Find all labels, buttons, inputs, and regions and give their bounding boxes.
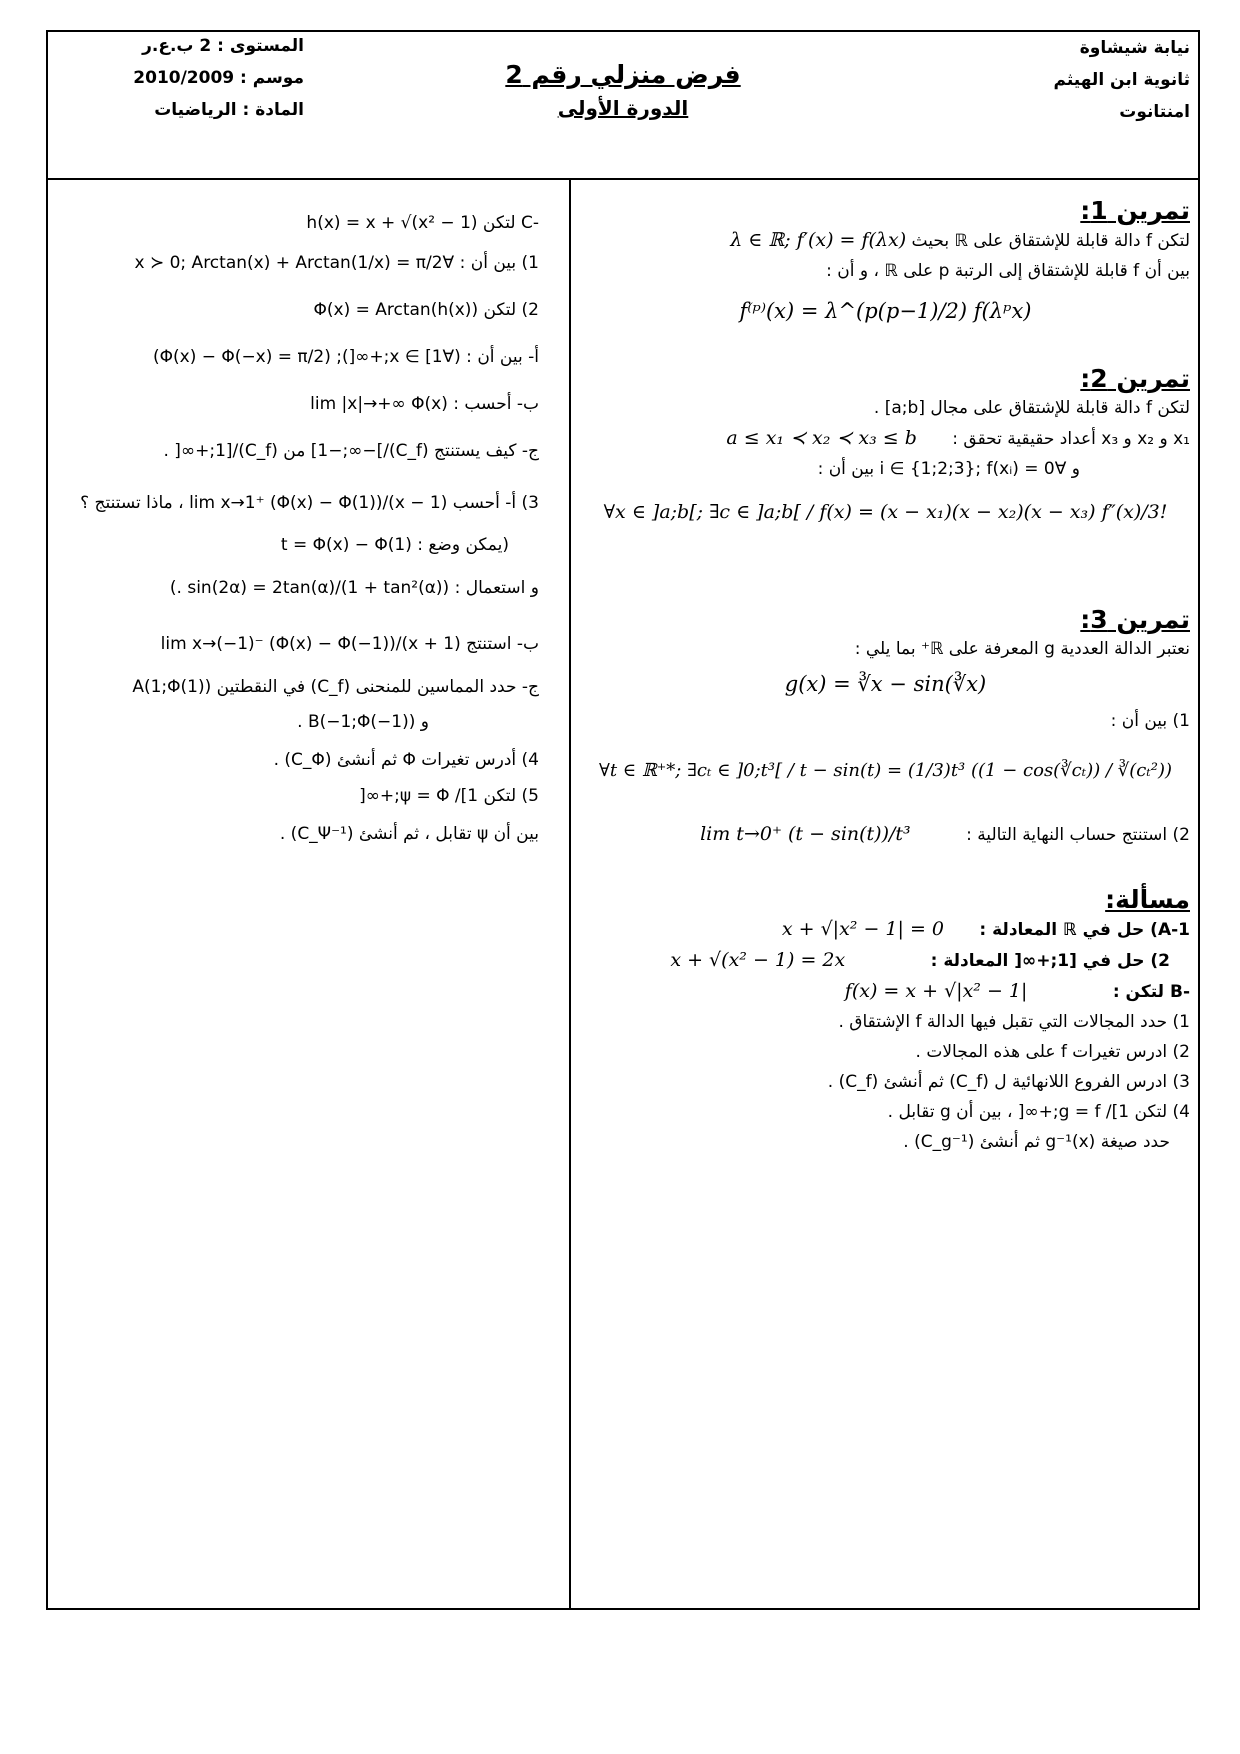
part-C-intro: -C لتكن h(x) = x + √(x² − 1) [306,213,539,233]
ex3-question-1: 1) بين أن : [1110,711,1190,731]
exercise-1-title: تمرين 1: [1080,196,1190,225]
exam-title: فرض منزلي رقم 2 [505,60,741,89]
ex2-roots-line: و ∀i ∈ {1;2;3}; f(xᵢ) = 0 بين أن : [817,459,1080,479]
exercise-2-title: تمرين 2: [1080,364,1190,393]
part-C-question-2b: ب- أحسب : lim |x|→+∞ Φ(x) [310,394,539,414]
ex1-question: بين أن f قابلة للإشتقاق إلى الرتبة p على ℝ ، و أن : [826,261,1190,281]
ex3-definition [581,664,1190,706]
subject-label: المادة : الرياضيات [154,100,304,120]
problem-B2: 2) ادرس تغيرات f على هذه المجالات . [915,1042,1190,1062]
part-C-hint-2: و استعمال : sin(2α) = 2tan(α)/(1 + tan²(α)) .) [169,578,539,598]
ex2-statement: لتكن f دالة قابلة للإشتقاق على مجال [a;b] . [873,398,1190,418]
right-column [571,180,1200,1609]
problem-A2-text: 2) حل في [1;+∞[ المعادلة : [930,951,1170,971]
exam-sheet [46,30,1200,1610]
ex2-condition-math: a ≤ x₁ ≺ x₂ ≺ x₃ ≤ b [726,427,917,449]
part-C-question-1: 1) بين أن : ∀x ≻ 0; Arctan(x) + Arctan(1/x) = π/2 [134,253,539,273]
ex1-formula-math: f⁽ᵖ⁾(x) = λ^(p(p−1)/2) f(λᵖx) [739,299,1032,323]
part-C-hint-1: (يمكن وضع : t = Φ(x) − Φ(1) [280,535,509,555]
part-C-question-3c-continued: و B(−1;Φ(−1)) . [297,712,429,732]
part-C-question-2a: أ- بين أن : (∀x ∈ [1;+∞[); (Φ(x) − Φ(−x) = π/2) [153,347,539,367]
problem-B4-continued: حدد صيغة g⁻¹(x) ثم أنشئ (C_g⁻¹) . [903,1132,1170,1152]
part-C-question-3a: 3) أ- أحسب lim x→1⁺ (Φ(x) − Φ(1))/(x − 1) ، ماذا تستنتج ؟ [80,493,539,513]
directorate-label: نيابة شيشاوة [1079,38,1190,58]
ex2-formula [581,484,1190,541]
problem-A1 [581,914,1190,945]
problem-B3: 3) ادرس الفروع اللانهائية ل (C_f) ثم أنشئ (C_f) . [827,1072,1190,1092]
problem-B1: 1) حدد المجالات التي تقبل فيها الدالة f الإشتقاق . [838,1012,1190,1032]
ex2-formula-math: ∀x ∈ ]a;b[; ∃c ∈ ]a;b[ / f(x) = (x − x₁)(x − x₂)(x − x₃) f″(x)/3! [603,501,1168,523]
ex1-statement [581,225,1190,256]
problem-B-text: -B لتكن : [1112,982,1190,1002]
ex3-definition-math: g(x) = ∛x − sin(∛x) [784,672,987,696]
part-C-question-3c: ج- حدد المماسين للمنحنى (C_f) في النقطتين A(1;Φ(1)) [132,677,539,697]
ex1-condition-math: λ ∈ ℝ; f′(x) = f(λx) [730,229,907,251]
part-C-question-2: 2) لتكن Φ(x) = Arctan(h(x)) [313,300,539,320]
problem-B [581,976,1190,1007]
problem-A2 [581,945,1190,976]
part-C-question-5-continued: بين أن ψ تقابل ، ثم أنشئ (C_Ψ⁻¹) . [279,824,539,844]
exercise-3-title: تمرين 3: [1080,605,1190,634]
problem-title: مسألة: [1105,885,1190,914]
ex3-question-2-text: 2) استنتج حساب النهاية التالية : [966,825,1190,845]
ex2-condition-text: x₁ و x₂ و x₃ أعداد حقيقية تحقق : [952,429,1190,449]
school-name: ثانوية ابن الهيثم [1053,70,1190,90]
ex3-question-2 [581,806,1190,863]
problem-B4: 4) لتكن g = f /[1;+∞[ ، بين أن g تقابل . [887,1102,1190,1122]
ex2-condition [581,423,1190,454]
problem-A2-equation: x + √(x² − 1) = 2x [670,949,846,971]
level-label: المستوى : 2 ب.ع.ر [142,36,304,56]
left-column [48,180,569,1609]
exam-header [48,32,1198,180]
part-C-question-2c: ج- كيف يستنتج (C_f)/]−∞;−1] من (C_f)/[1;+∞[ . [163,441,539,461]
town-name: امنتانوت [1119,102,1190,122]
problem-A1-text: A-1) حل في ℝ المعادلة : [979,920,1190,940]
ex3-formula-math: ∀t ∈ ℝ⁺*; ∃cₜ ∈ ]0;t³[ / t − sin(t) = (1/3)t³ ((1 − cos(∛cₜ)) / ∛(cₜ²)) [598,760,1173,781]
exam-session: الدورة الأولى [557,96,689,120]
ex1-statement-text: لتكن f دالة قابلة للإشتقاق على ℝ بحيث [911,231,1190,251]
problem-A1-equation: x + √|x² − 1| = 0 [781,918,944,940]
ex3-formula [581,736,1190,806]
ex1-formula [581,286,1190,338]
ex3-statement: نعتبر الدالة العددية g المعرفة على ℝ⁺ بما يلي : [854,639,1190,659]
part-C-question-3b: ب- استنتج lim x→(−1)⁻ (Φ(x) − Φ(−1))/(x + 1) [160,634,539,654]
season-label: موسم : 2010/2009 [133,68,304,88]
part-C-question-4: 4) أدرس تغيرات Φ ثم أنشئ (C_Φ) . [273,750,539,770]
ex3-limit-math: lim t→0⁺ (t − sin(t))/t³ [700,823,911,845]
part-C-question-5: 5) لتكن ψ = Φ /[1;+∞[ [359,786,539,806]
problem-B-definition: f(x) = x + √|x² − 1| [844,980,1028,1002]
